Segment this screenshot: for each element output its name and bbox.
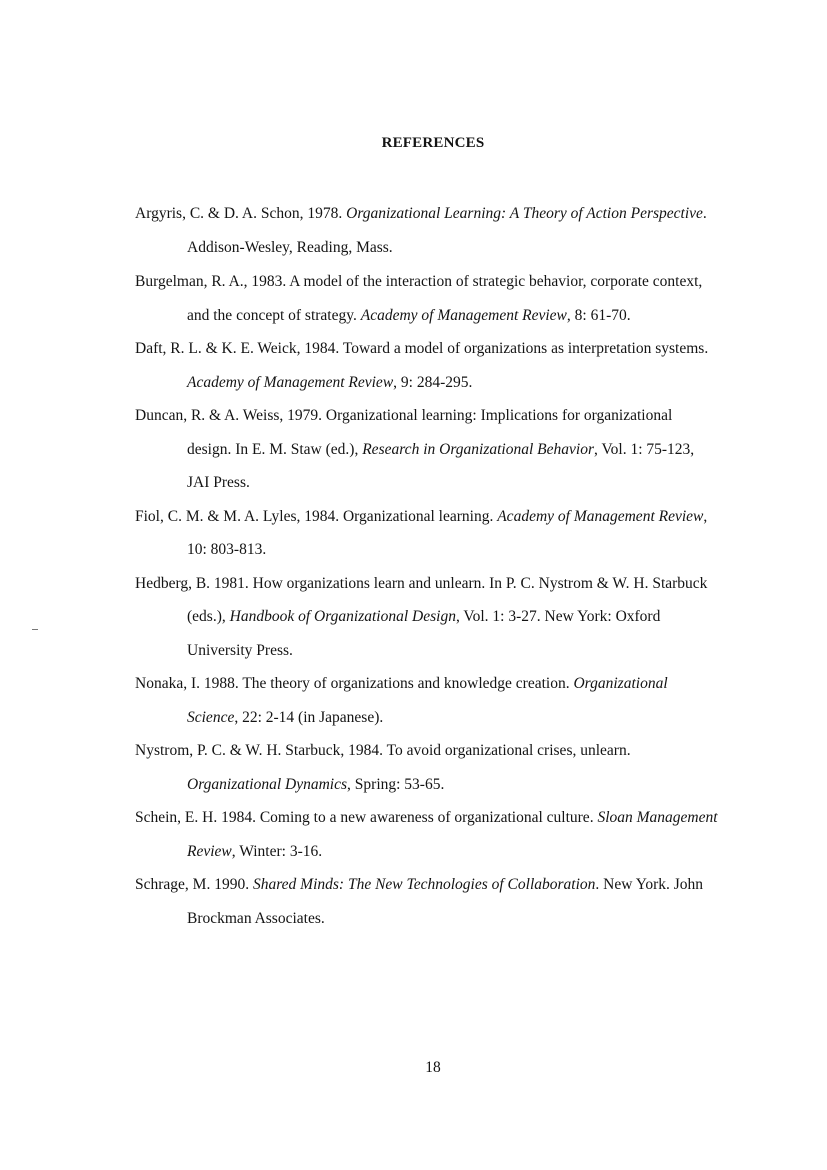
reference-text: Nonaka, I. 1988. The theory of organizations and knowledge creation. [135,675,574,692]
reference-title: Research in Organizational Behavior [362,440,594,458]
reference-source: , Vol. 1: 3-27. New York: Oxford University Press. [187,608,661,659]
reference-entry [135,801,720,868]
reference-text: Duncan, R. & A. Weiss, 1979. Organizational learning: Implications for organizational design. In E. M. Staw (ed.), [135,407,673,458]
reference-text: Daft, R. L. & K. E. Weick, 1984. Toward a model of organizations as interpretation systems. [135,340,709,357]
reference-source: , Spring: 53-65. [347,775,445,793]
reference-text: Hedberg, B. 1981. How organizations learn and unlearn. In P. C. Nystrom & W. H. Starbuck (eds.), [135,574,708,625]
reference-title: Organizational Dynamics [187,775,348,793]
reference-title: Handbook of Organizational Design [229,608,456,625]
reference-title: Academy of Management Review [187,373,394,391]
reference-source: , Vol. 1: 75-123, JAI Press. [187,440,695,491]
reference-source: , 22: 2-14 (in Japanese). [234,708,384,726]
reference-title: Sloan Management Review [187,809,718,860]
reference-title: Shared Minds: The New Technologies of Collaboration [252,876,596,893]
reference-entry [135,868,720,935]
reference-list [135,197,720,935]
reference-text: Fiol, C. M. & M. A. Lyles, 1984. Organizational learning. [135,507,498,525]
reference-title: Academy of Management Review [497,507,704,525]
reference-text: Schein, E. H. 1984. Coming to a new awareness of organizational culture. [135,809,598,826]
reference-entry [135,500,720,567]
reference-entry [135,197,720,264]
reference-source: . New York. John Brockman Associates. [187,876,704,927]
reference-text: Schrage, M. 1990. [135,876,253,893]
reference-source: , 8: 61-70. [566,306,631,324]
reference-title: Organizational Science [187,675,668,726]
reference-title: Organizational Learning: A Theory of Action Perspective [346,205,703,222]
reference-title: Academy of Management Review [360,306,567,324]
reference-entry [135,734,720,801]
page-title: REFERENCES [381,135,485,151]
reference-entry [135,265,720,332]
reference-source: , 9: 284-295. [393,373,473,391]
reference-entry [135,667,720,734]
reference-text: Argyris, C. & D. A. Schon, 1978. [135,205,347,222]
reference-entry [135,399,720,500]
page-number: 18 [425,1059,441,1076]
reference-source: . Addison-Wesley, Reading, Mass. [187,205,707,256]
reference-text: Nystrom, P. C. & W. H. Starbuck, 1984. To avoid organizational crises, unlearn. [135,742,631,759]
reference-text: Burgelman, R. A., 1983. A model of the interaction of strategic behavior, corporate context, and the concept of strategy. [135,273,703,324]
reference-entry [135,567,720,668]
reference-entry [135,332,720,399]
margin-scan-mark [32,629,38,630]
reference-source: , Winter: 3-16. [231,842,323,860]
reference-source: , 10: 803-813. [187,507,708,558]
